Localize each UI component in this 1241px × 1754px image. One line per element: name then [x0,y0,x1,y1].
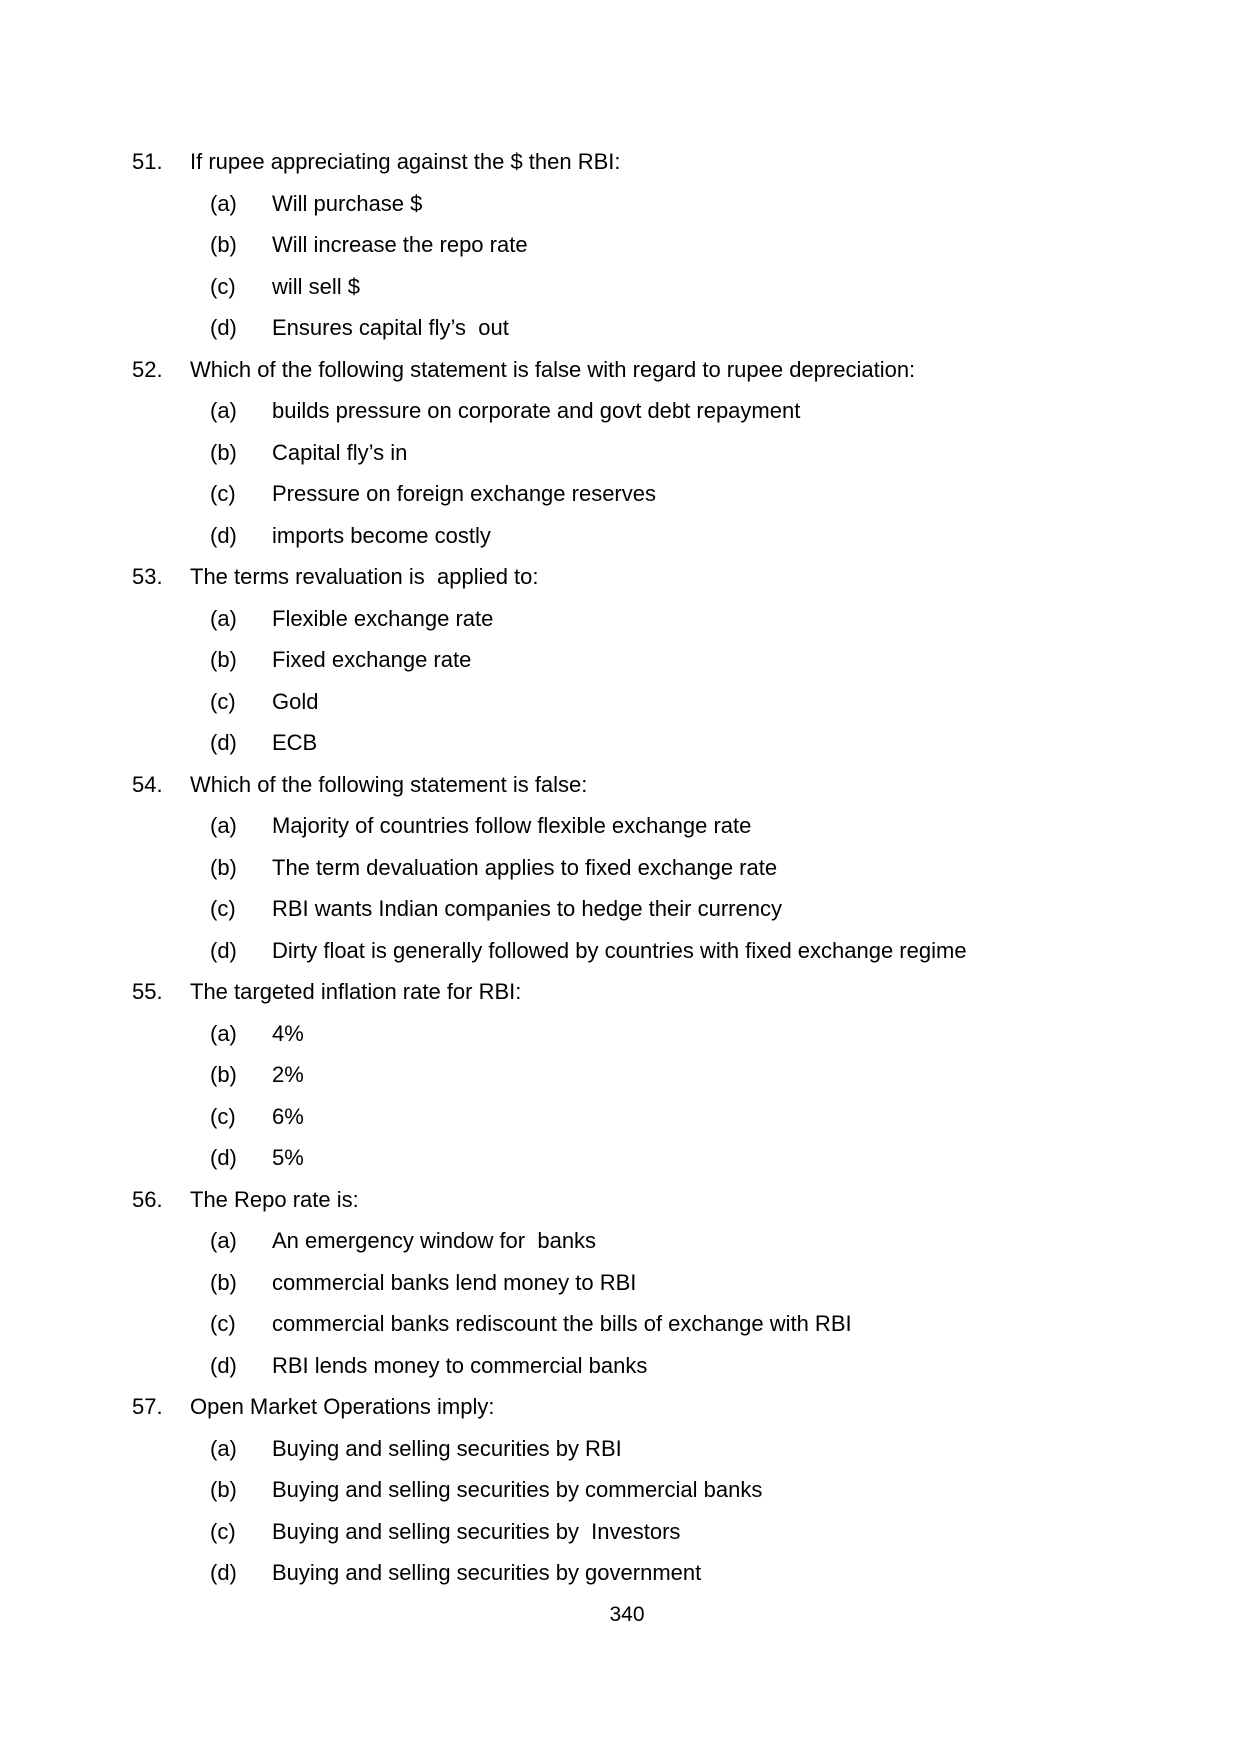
option-text: Pressure on foreign exchange reserves [272,481,656,506]
option-row [132,1220,1122,1262]
question-number: 55. [132,979,163,1004]
option-letter: (d) [210,730,237,755]
option-text: Capital fly’s in [272,439,408,465]
option-text: 2% [272,1062,304,1087]
question-number: 57. [132,1394,163,1419]
option-letter: (a) [210,605,237,631]
option-row [132,888,1122,930]
option-row [132,1511,1122,1553]
option-letter: (c) [210,896,236,921]
option-text: 5% [272,1145,304,1170]
option-text: Buying and selling securities by commercial banks [272,1477,763,1502]
option-text: Ensures capital fly’s out [272,315,509,340]
option-letter: (b) [210,1062,237,1087]
option-text: An emergency window for banks [272,1228,597,1253]
option-row [132,1262,1122,1304]
question-row [132,971,1122,1013]
option-text: Fixed exchange rate [272,647,472,672]
option-letter: (d) [210,1560,237,1585]
option-letter: (c) [210,1518,236,1544]
option-text: commercial banks rediscount the bills of exchange with RBI [272,1311,852,1336]
question-list [132,141,1122,1635]
option-row [132,1345,1122,1387]
option-row [132,183,1122,225]
option-text: Buying and selling securities by government [272,1560,702,1585]
option-text: RBI wants Indian companies to hedge their currency [272,896,782,921]
option-text: Will purchase $ [272,190,423,216]
option-letter: (a) [210,190,237,216]
option-letter: (b) [210,1477,237,1502]
option-letter: (c) [210,688,236,714]
question-row [132,556,1122,598]
option-letter: (a) [210,1228,237,1253]
question-row [132,764,1122,806]
option-row [132,1469,1122,1511]
option-letter: (b) [210,1269,237,1295]
option-letter: (a) [210,1435,237,1461]
option-text: Majority of countries follow flexible exchange rate [272,813,752,838]
option-letter: (c) [210,1103,236,1129]
option-letter: (c) [210,1311,236,1336]
option-row [132,847,1122,889]
option-row [132,930,1122,972]
question-number: 52. [132,356,163,382]
option-letter: (d) [210,522,237,548]
option-row [132,390,1122,432]
option-text: Gold [272,688,319,714]
option-row [132,681,1122,723]
option-letter: (b) [210,439,237,465]
option-letter: (c) [210,481,236,506]
option-row [132,1096,1122,1138]
question-number: 56. [132,1186,163,1212]
question-number: 53. [132,564,163,589]
option-row [132,805,1122,847]
option-letter: (a) [210,1020,237,1046]
option-row [132,1303,1122,1345]
option-row [132,639,1122,681]
option-text: builds pressure on corporate and govt debt repayment [272,398,801,423]
option-row [132,473,1122,515]
option-row [132,307,1122,349]
option-row [132,1054,1122,1096]
option-text: Dirty float is generally followed by countries with fixed exchange regime [272,937,967,963]
option-text: Flexible exchange rate [272,605,494,631]
option-text: will sell $ [272,273,361,299]
option-row [132,515,1122,557]
option-letter: (d) [210,937,237,963]
option-text: Buying and selling securities by RBI [272,1435,622,1461]
option-row [132,224,1122,266]
option-letter: (a) [210,813,237,838]
option-row [132,1137,1122,1179]
option-row [132,1428,1122,1470]
question-number: 51. [132,149,163,174]
option-row [132,1552,1122,1594]
option-letter: (d) [210,315,237,340]
option-letter: (d) [210,1145,237,1170]
option-text: Buying and selling securities by Investors [272,1518,681,1544]
option-text: 6% [272,1103,304,1129]
option-letter: (a) [210,398,237,423]
option-text: RBI lends money to commercial banks [272,1352,648,1378]
option-row [132,432,1122,474]
option-row [132,722,1122,764]
option-letter: (d) [210,1352,237,1378]
option-text: ECB [272,730,318,755]
option-row [132,266,1122,308]
question-text: Open Market Operations imply: [190,1394,495,1419]
option-letter: (b) [210,647,237,672]
question-text: The terms revaluation is applied to: [190,564,539,589]
question-text: The targeted inflation rate for RBI: [190,979,522,1004]
question-number: 54. [132,771,163,797]
question-text: Which of the following statement is false with regard to rupee depreciation: [190,356,916,382]
option-row [132,1013,1122,1055]
question-row [132,141,1122,183]
option-letter: (b) [210,232,237,257]
question-text: If rupee appreciating against the $ then RBI: [190,149,621,174]
questions-container [132,141,1122,1594]
option-text: Will increase the repo rate [272,232,528,257]
option-text: commercial banks lend money to RBI [272,1269,637,1295]
question-text: Which of the following statement is false: [190,771,588,797]
question-row [132,1179,1122,1221]
option-text: imports become costly [272,522,491,548]
question-row [132,349,1122,391]
option-row [132,598,1122,640]
option-letter: (c) [210,273,236,299]
question-row [132,1386,1122,1428]
question-text: The Repo rate is: [190,1186,359,1212]
option-text: 4% [272,1020,304,1046]
option-letter: (b) [210,854,237,880]
page-number: 340 [609,1602,645,1626]
option-text: The term devaluation applies to fixed exchange rate [272,854,778,880]
